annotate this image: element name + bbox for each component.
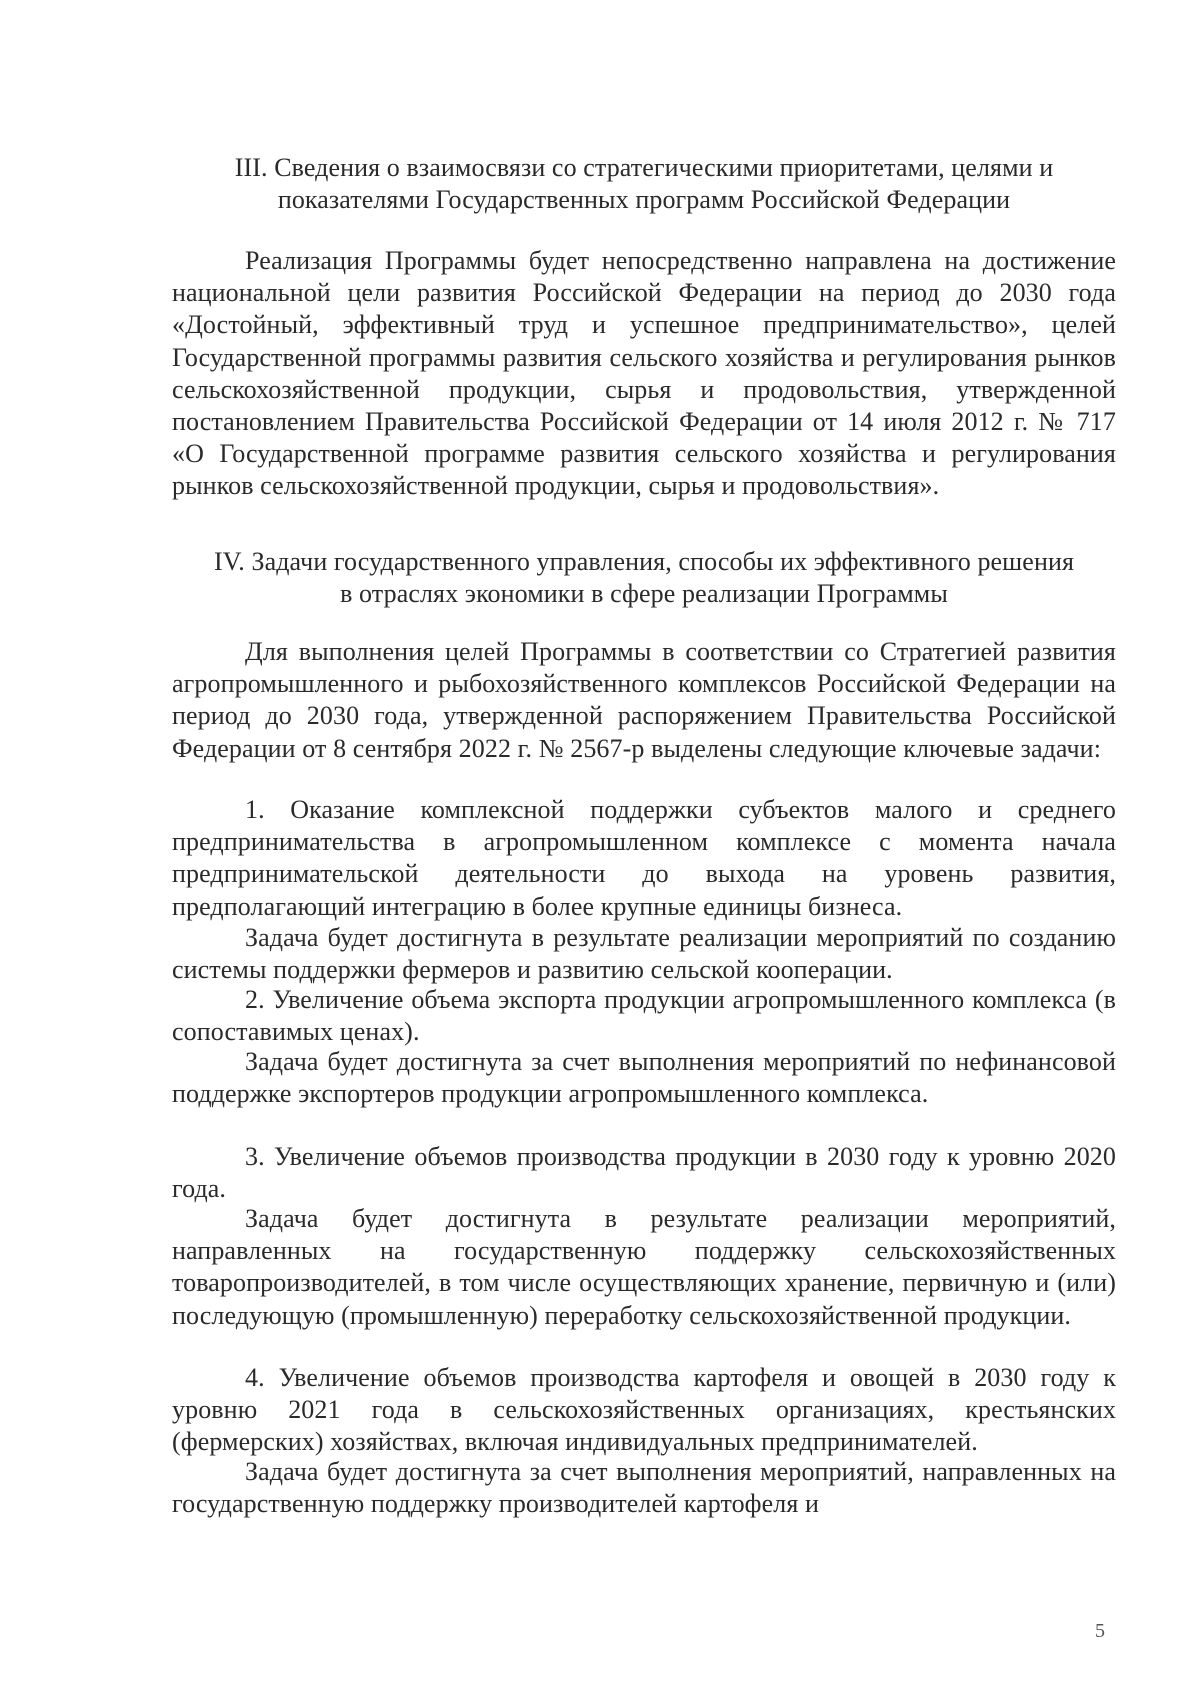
section-3-heading-line-2: показателями Государственных программ Российской Федерации xyxy=(277,185,1011,214)
task-3-paragraph: 3. Увеличение объемов производства продукции в 2030 году к уровню 2020 года. xyxy=(172,1142,1116,1204)
task-2-result-paragraph: Задача будет достигнута за счет выполнения мероприятий по нефинансовой поддержке экспортеров продукции агропромышленного комплекса. xyxy=(172,1047,1116,1109)
task-1-paragraph: 1. Оказание комплексной поддержки субъектов малого и среднего предпринимательства в агропромышленном комплексе с момента начала предпринимательской деятельности до выхода на уровень развития, предполагающий интеграцию в более крупные единицы бизнеса. xyxy=(172,795,1116,921)
task-3-result-paragraph: Задача будет достигнута в результате реализации мероприятий, направленных на государственную поддержку сельскохозяйственных товаропроизводителей, в том числе осуществляющих хранение, первичную и (или) последующую (промышленную) переработку сельскохозяйственной продукции. xyxy=(172,1204,1116,1330)
task-1-result-paragraph: Задача будет достигнута в результате реализации мероприятий по созданию системы поддержки фермеров и развитию сельской кооперации. xyxy=(172,923,1116,985)
section-4-heading-line-1: IV. Задачи государственного управления, способы их эффективного решения xyxy=(213,547,1075,576)
section-3-paragraph: Реализация Программы будет непосредственно направлена на достижение национальной цели развития Российской Федерации на период до 2030 года «Достойный, эффективный труд и успешное предпринимательство», целей Государственной программы развития сельского хозяйства и регулирования рынков сельскохозяйственной продукции, сырья и продовольствия, утвержденной постановлением Правительства Российской Федерации от 14 июля 2012 г. № 717 «О Государственной программе развития сельского хозяйства и регулирования рынков сельскохозяйственной продукции, сырья и продовольствия». xyxy=(172,246,1116,501)
section-4-paragraph-intro: Для выполнения целей Программы в соответствии со Стратегией развития агропромышленного и рыбохозяйственного комплексов Российской Федерации на период до 2030 года, утвержденной распоряжением Правительства Российской Федерации от 8 сентября 2022 г. № 2567-р выделены следующие ключевые задачи: xyxy=(172,637,1116,763)
task-4-paragraph: 4. Увеличение объемов производства картофеля и овощей в 2030 году к уровню 2021 года в сельскохозяйственных организациях, крестьянских (фермерских) хозяйствах, включая индивидуальных предпринимателей. xyxy=(172,1363,1116,1457)
page-number: 5 xyxy=(1095,1620,1105,1642)
section-4-heading xyxy=(172,546,1116,610)
section-3-heading xyxy=(172,152,1116,216)
task-4-result-paragraph: Задача будет достигнута за счет выполнения мероприятий, направленных на государственную поддержку производителей картофеля и xyxy=(172,1457,1116,1519)
section-3-heading-line-1: III. Сведения о взаимосвязи со стратегическими приоритетами, целями и xyxy=(234,153,1054,182)
section-4-heading-line-2: в отраслях экономики в сфере реализации Программы xyxy=(340,579,948,608)
task-2-paragraph: 2. Увеличение объема экспорта продукции агропромышленного комплекса (в сопоставимых ценах). xyxy=(172,985,1116,1047)
